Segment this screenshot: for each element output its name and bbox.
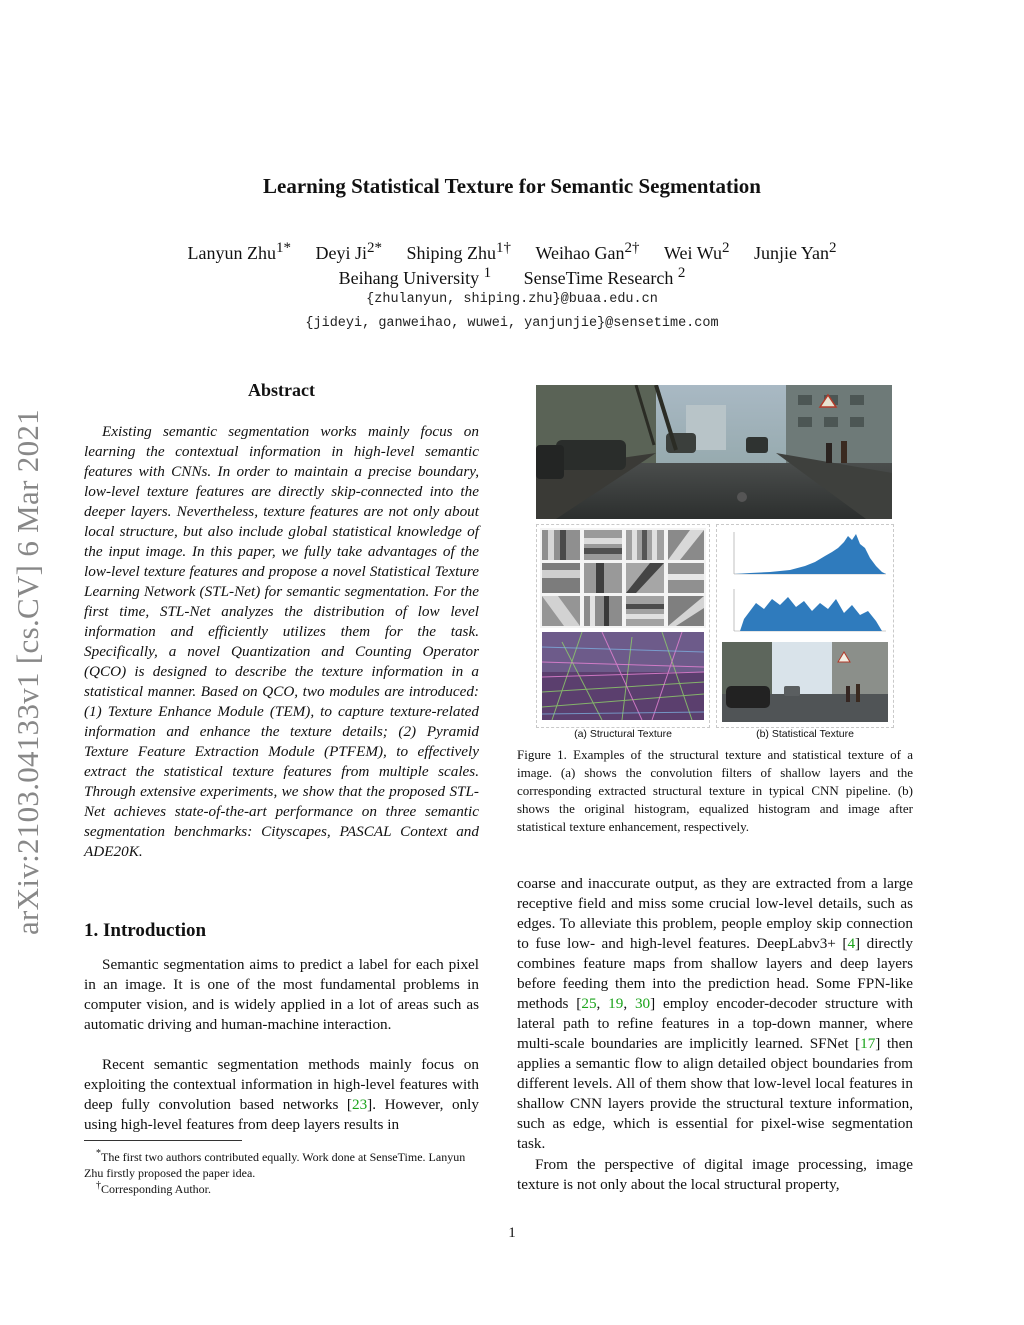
right-column-paragraph-2: From the perspective of digital image processing, image texture is not only about the local structural property, <box>517 1156 913 1193</box>
author-list <box>0 240 1024 264</box>
author: Deyi $Ji^{2*}$ <box>315 240 382 263</box>
subfigure-label-a: (a) Structural Texture <box>574 728 672 740</box>
citation-link[interactable]: 17 <box>860 1035 876 1052</box>
email-line-2: {jideyi, ganweihao, wuwei, yanjunjie}@sensetime.com <box>305 316 719 331</box>
affiliation: Beihang University $^1$ <box>338 265 492 288</box>
citation-link[interactable]: 23 <box>351 1096 368 1113</box>
author: Lanyun Zhu$^{1*}$ <box>187 240 291 263</box>
section-heading: 1. Introduction <box>84 920 207 941</box>
footnote-2: †Corresponding Author. <box>96 1180 211 1196</box>
right-column-paragraph-1: coarse and inaccurate output, as they are extracted from a large receptive field and miss some crucial low-level details, such as edges. To alleviate this problem, people employ skip connection to fuse low- and high-level features. DeepLabv3+ [4] directly combines feature maps from shallow layers and deep layers before feeding them into the prediction head. Some FPN-like methods [25, 19, 30] employ encoder-decoder structure with lateral path to refine features in a top-down manner, where multi-scale boundaries are implicitly learned. SFNet [17] then applies a semantic flow to align detailed object boundaries from different levels. All of them show that low-level local features in shallow CNN layers provide the structural texture information, such as edge, which is essential for pixel-wise segmentation task. <box>517 875 913 1152</box>
email-line-1: {zhulanyun, shiping.zhu}@buaa.edu.cn <box>366 292 658 307</box>
citation-link[interactable]: 25 <box>581 995 597 1012</box>
paper-title: Learning Statistical Texture for Semantic Segmentation <box>263 174 761 198</box>
author: Shiping Zhu$^{1\dagger}$ <box>406 240 511 263</box>
original-histogram <box>720 528 890 582</box>
author: Junjie Yan$^2$ <box>753 240 837 263</box>
citation-link[interactable]: 30 <box>634 995 651 1012</box>
subfigure-label-b: (b) Statistical Texture <box>756 728 854 740</box>
page-number: 1 <box>508 1225 516 1241</box>
structural-texture-image <box>542 632 704 720</box>
intro-paragraph-1: Semantic segmentation aims to predict a label for each pixel in an image. It is one of the most fundamental problems in computer vision, and is widely applied in a lot of areas such as automatic driving and human-machine interaction. <box>84 956 479 1033</box>
figure-panel-b <box>716 524 894 740</box>
author: Wei Wu$^2$ <box>664 240 730 263</box>
abstract-text: Existing semantic segmentation works mainly focus on learning the contextual information in high-level semantic features with CNNs. In order to maintain a precise boundary, low-level texture features are directly skip-connected into the deeper layers. Nevertheless, texture features are not only about local structure, but also include global statistical knowledge of the input image. In this paper, we fully take advantages of the low-level texture features and propose a novel Statistical Texture Learning Network (STL-Net) for semantic segmentation. For the first time, STL-Net analyzes the distribution of low level information and efficiently utilizes them for the task. Specifically, a novel Quantization and Counting Operator (QCO) is designed to describe the texture information in a statistical manner. Based on QCO, two modules are introduced: (1) Texture Enhance Module (TEM), to capture texture-related information and enhance the texture details; (2) Pyramid Texture Feature Extraction Module (PTFEM), to effectively extract the statistical texture features from multiple scales. Through extensive experiments, we show that the proposed STL-Net achieves state-of-the-art performance on three semantic segmentation benchmarks: Cityscapes, PASCAL Context and ADE20K. <box>84 423 479 860</box>
affiliation: SenseTime Research $^2$ <box>523 265 686 288</box>
figure-panel-a <box>536 524 710 740</box>
intro-paragraph-2: Recent semantic segmentation methods mainly focus on exploiting the contextual information in high-level features with deep fully convolution based networks [23]. However, only using high-level features from deep layers results in <box>84 1056 479 1133</box>
arxiv-stamp: arXiv:2103.04133v1 [cs.CV] 6 Mar 2021 <box>10 409 45 935</box>
affiliation-list <box>0 265 1024 289</box>
conv-filters-grid <box>540 528 706 628</box>
footnote-1: *The first two authors contributed equally. Work done at SenseTime. Lanyun Zhu firstly proposed the paper idea. <box>84 1148 466 1180</box>
citation-link[interactable]: 4 <box>847 935 856 952</box>
citation-link[interactable]: 19 <box>608 995 624 1012</box>
street-scene-image <box>536 385 892 519</box>
footnote-rule <box>84 1140 242 1141</box>
author: Weihao Gan$^{2\dagger}$ <box>535 240 640 263</box>
enhanced-street-image <box>722 642 888 722</box>
abstract-heading: Abstract <box>248 380 315 400</box>
figure-caption: Figure 1. Examples of the structural texture and statistical texture of a image. (a) shows the convolution filters of shallow layers and the corresponding extracted structural texture in typical CNN pipeline. (b) shows the original histogram, equalized histogram and image after statistical texture enhancement, respectively. <box>517 747 913 834</box>
equalized-histogram <box>720 585 890 639</box>
